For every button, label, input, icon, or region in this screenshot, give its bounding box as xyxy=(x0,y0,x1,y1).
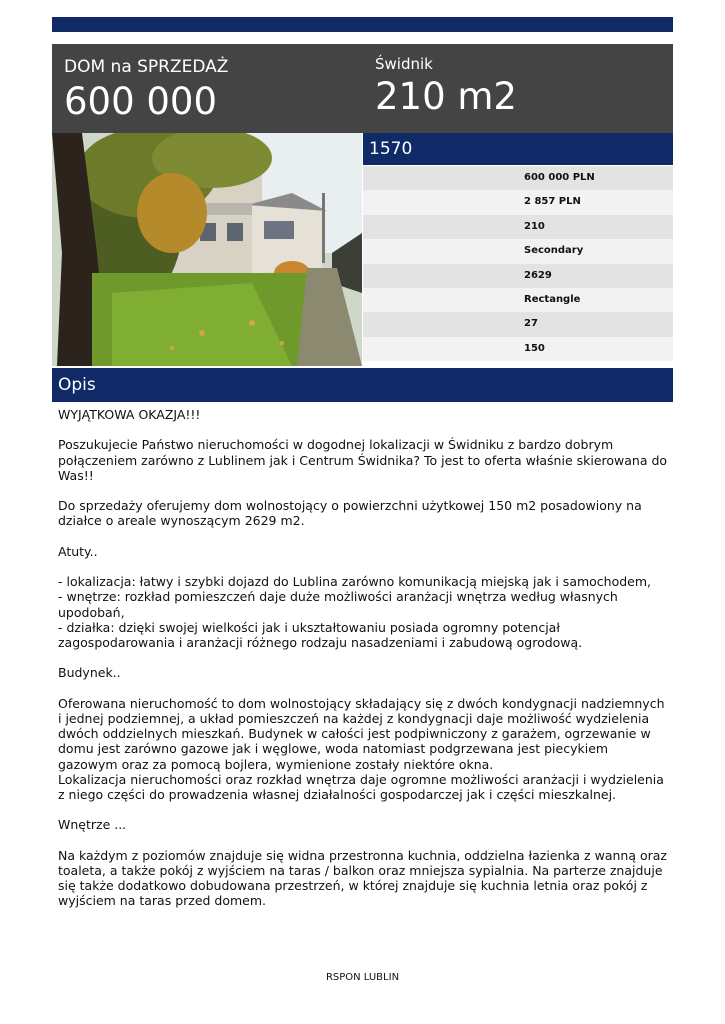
description-paragraph: Do sprzedaży oferujemy dom wolnostojący o powierzchni użytkowej 150 m2 posadowiony na działce o areale wynoszącym 2629 m2. xyxy=(58,498,642,529)
header-right xyxy=(375,54,517,119)
description-heading-bar xyxy=(52,368,673,402)
description-paragraph: Poszukujecie Państwo nieruchomości w dogodnej lokalizacji w Świdniku z bardzo dobrym połączeniem zarówno z Lublinem jak i Centrum Świdnika? To jest to oferta właśnie skierowana do Was!! xyxy=(58,437,668,483)
city-label: Świdnik xyxy=(375,55,433,73)
detail-value: Secondary xyxy=(524,245,584,257)
detail-row xyxy=(363,312,673,336)
detail-row xyxy=(363,215,673,239)
detail-value: 150 xyxy=(524,342,545,354)
detail-value: Rectangle xyxy=(524,293,581,305)
detail-row xyxy=(363,288,673,312)
detail-row xyxy=(363,166,673,190)
detail-row xyxy=(363,337,673,361)
description-heading: Opis xyxy=(58,375,96,395)
description-paragraph: Oferowana nieruchomość to dom wolnostojący składający się z dwóch kondygnacji nadziemnych i jednej podziemnej, a układ pomieszczeń na każdej z kondygnacji daje możliwość wydzielenia dwóch oddzielnych mieszkań. Budynek w całości jest podpiwniczony z garażem, ogrzewanie w domu jest zarówno gazowe jak i węglowe, woda natomiast podgrzewana jest piecykiem gazowym oraz za pomocą bojlera, wymienione zostały niektóre okna. Lokalizacja nieruchomości oraz rozkład wnętrza daje ogromne możliwości aranżacji i wydzielenia z niego części do prowadzenia własnej działalności gospodarczej jak i części mieszkalnej. xyxy=(58,695,665,802)
description-paragraph: - lokalizacja: łatwy i szybki dojazd do Lublina zarówno komunikacją miejską jak i samochodem, - wnętrze: rozkład pomieszczeń daje duże możliwości aranżacji wnętrza według własnych upodobań, - działka: dzięki swojej wielkości jak i ukształtowaniu posiada ogromny potencjał zagospodarowania i aranżacji różnego rodzaju nasadzeniami i zabudową ogrodową. xyxy=(58,574,652,650)
detail-value: 2 857 PLN xyxy=(524,196,581,208)
listing-header xyxy=(52,44,673,133)
detail-row xyxy=(363,190,673,214)
property-type-label: DOM na SPRZEDAŻ xyxy=(64,57,229,77)
description-paragraph: Wnętrze ... xyxy=(58,817,127,833)
detail-value: 600 000 PLN xyxy=(524,172,595,183)
top-accent-bar xyxy=(52,17,673,32)
area-headline: 210 m2 xyxy=(375,75,517,118)
detail-value: 2629 xyxy=(524,269,552,281)
detail-value: 210 xyxy=(524,220,545,232)
detail-row xyxy=(363,239,673,263)
description-paragraph: Na każdym z poziomów znajduje się widna przestronna kuchnia, oddzielna łazienka z wanną oraz toaleta, a także pokój z wyjściem na taras / balkon oraz mniejsza sypialnia. Na parterze znajduje się także dodatkowo dobudowana przestrzeń, w której znajduje się kuchnia letnia oraz pokój z wyjściem na taras przed domem. xyxy=(58,847,667,909)
listing-id: 1570 xyxy=(369,139,413,159)
header-left xyxy=(64,56,228,124)
description-body xyxy=(58,407,670,924)
footer-agency: RSPON LUBLIN xyxy=(325,972,400,983)
description-paragraph: Atuty.. xyxy=(58,543,98,559)
description-paragraph: WYJĄTKOWA OKAZJA!!! xyxy=(58,407,201,422)
detail-value: 27 xyxy=(524,318,538,330)
detail-row xyxy=(363,264,673,288)
listing-id-bar xyxy=(363,133,673,165)
property-photo xyxy=(52,133,362,366)
price-headline: 600 000 xyxy=(64,80,218,123)
details-table xyxy=(363,166,673,361)
description-paragraph: Budynek.. xyxy=(58,665,121,681)
